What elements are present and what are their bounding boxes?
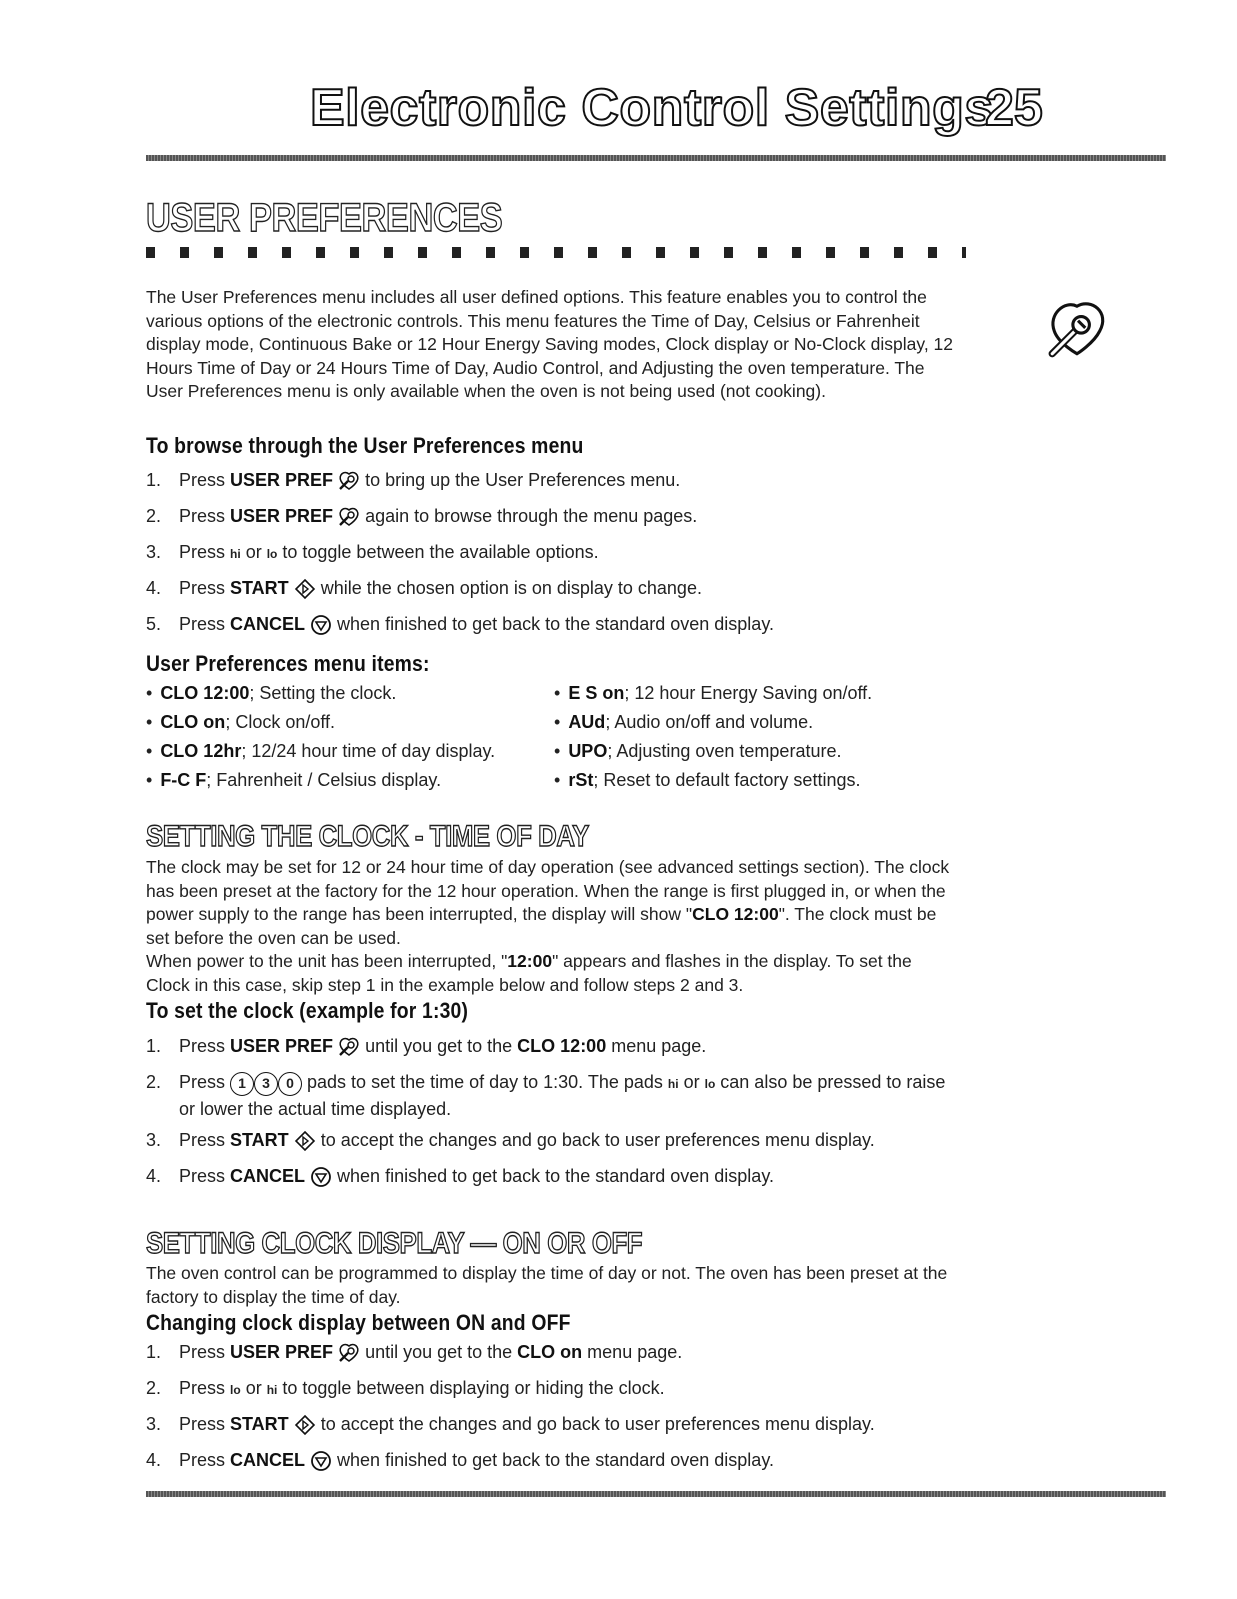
display-code: CLO 12:00: [692, 904, 779, 924]
step: [146, 1442, 966, 1478]
hi-key: hi: [266, 1383, 278, 1397]
user-pref-icon: [338, 1037, 360, 1057]
step-number: 1.: [146, 1036, 162, 1056]
step-text: can also be pressed to raise or lower the actual time displayed.: [179, 1072, 946, 1119]
step-number: 1.: [146, 470, 162, 490]
step-text: Press: [179, 578, 231, 598]
menu-item-text: ; Audio on/off and volume.: [605, 712, 814, 732]
step-text: or: [240, 1378, 267, 1398]
clock-display-steps: [146, 1334, 966, 1478]
menu-item: [554, 766, 872, 795]
step: [146, 1334, 966, 1370]
menu-item: [554, 679, 872, 708]
step-text: or: [678, 1072, 705, 1092]
step-number: 2.: [146, 506, 162, 526]
step-text: Press: [179, 614, 231, 634]
menu-item-key: rSt: [568, 770, 594, 790]
step-text: until you get to the: [360, 1342, 518, 1362]
step: [146, 1028, 966, 1064]
step-text: Press: [179, 470, 231, 490]
browse-heading: To browse through the User Preferences menu: [146, 433, 584, 458]
start-icon: [294, 1414, 316, 1436]
display-code: CLO 12:00: [517, 1036, 607, 1056]
hi-key: hi: [230, 547, 241, 561]
step-number: 4.: [146, 1166, 162, 1186]
step-text: Press: [179, 1414, 231, 1434]
menu-item-key: CLO 12:00: [160, 683, 250, 703]
menu-item-key: CLO on: [160, 712, 226, 732]
footer-rule: [146, 1491, 1166, 1497]
start-icon: [294, 1130, 316, 1152]
user-pref-icon: [338, 507, 360, 527]
menu-item-key: F-C F: [160, 770, 207, 790]
set-clock-steps: [146, 1028, 966, 1194]
set-clock-heading: To set the clock (example for 1:30): [146, 998, 469, 1023]
clock-display-heading: Changing clock display between ON and OFF: [146, 1310, 571, 1335]
menu-item-key: CLO 12hr: [160, 741, 242, 761]
cancel-icon: [310, 1166, 332, 1188]
step-text: Press: [179, 1072, 231, 1092]
step: [146, 498, 966, 534]
user-pref-icon: [338, 1343, 360, 1363]
step-text: Press: [179, 1450, 231, 1470]
step: [146, 1370, 966, 1406]
step: [146, 1122, 966, 1158]
step-number: 4.: [146, 578, 162, 598]
step-text: Press: [179, 1342, 231, 1362]
page-number: 25: [985, 79, 1043, 137]
browse-steps: [146, 462, 966, 642]
key-label: CANCEL: [230, 1450, 306, 1470]
user-pref-icon: [338, 471, 360, 491]
menu-item-text: ; 12 hour Energy Saving on/off.: [624, 683, 873, 703]
section-title-user-preferences: USER PREFERENCES: [146, 196, 503, 240]
key-label: START: [230, 1414, 289, 1434]
dotted-divider: [146, 247, 966, 258]
step: [146, 606, 966, 642]
pad-3-icon: 3: [254, 1072, 278, 1096]
menu-items-left: [146, 679, 495, 795]
menu-item-key: UPO: [568, 741, 608, 761]
menu-item: [146, 679, 495, 708]
display-code: CLO on: [517, 1342, 583, 1362]
step-text: menu page.: [606, 1036, 707, 1056]
lo-key: lo: [704, 1077, 716, 1091]
step-text: Press: [179, 1378, 231, 1398]
step-text: to accept the changes and go back to user preferences menu display.: [315, 1414, 875, 1434]
user-preferences-intro: The User Preferences menu includes all user defined options. This feature enables you to control the various options of the electronic controls. This menu features the Time of Day, Celsius or Fahrenheit display mode, Continuous Bake or 12 Hour Energy Saving modes, Clock display or No-Clock display, 12 Hours Time of Day or 24 Hours Time of Day, Audio Control, and Adjusting the oven temperature. The User Preferences menu is only available when the oven is not being used (not cooking).: [146, 287, 954, 401]
menu-items-heading: User Preferences menu items:: [146, 651, 430, 676]
menu-item-text: ; 12/24 hour time of day display.: [241, 741, 496, 761]
paragraph-text: The clock may be set for 12 or 24 hour time of day operation (see advanced settings section). The clock has been preset at the factory for the 12 hour operation. When the range is first plugged in, or when the power supply to the range has been interrupted, the display will show ": [146, 857, 950, 924]
step-text: when finished to get back to the standard oven display.: [332, 614, 774, 634]
step-text: menu page.: [582, 1342, 683, 1362]
cancel-icon: [310, 1450, 332, 1472]
step-text: Press: [179, 1166, 231, 1186]
menu-item-text: ; Reset to default factory settings.: [593, 770, 861, 790]
section-title-setting-clock: SETTING THE CLOCK - TIME OF DAY: [146, 820, 589, 853]
section-title-clock-display: SETTING CLOCK DISPLAY — ON OR OFF: [146, 1227, 643, 1260]
step-text: again to browse through the menu pages.: [360, 506, 698, 526]
step-text: to toggle between the available options.: [277, 542, 599, 562]
key-label: START: [230, 578, 289, 598]
key-label: START: [230, 1130, 289, 1150]
key-label: USER PREF: [230, 1036, 334, 1056]
key-label: USER PREF: [230, 506, 334, 526]
step-number: 5.: [146, 614, 162, 634]
menu-items-right: [554, 679, 872, 795]
paragraph-text: " appears and flashes in the display. To set the Clock in this case, skip step 1 in the example below and follow steps 2 and 3.: [146, 951, 912, 995]
menu-item: [146, 766, 495, 795]
step: [146, 1158, 966, 1194]
menu-item: [146, 708, 495, 737]
cancel-icon: [310, 614, 332, 636]
setting-clock-paragraph-2: [146, 950, 956, 997]
display-code: 12:00: [507, 951, 553, 971]
menu-item: [554, 737, 872, 766]
menu-item-text: ; Clock on/off.: [225, 712, 336, 732]
key-label: USER PREF: [230, 470, 334, 490]
menu-item-text: ; Setting the clock.: [249, 683, 397, 703]
setting-clock-paragraph-1: [146, 856, 956, 950]
step: [146, 534, 966, 570]
step-text: until you get to the: [360, 1036, 518, 1056]
menu-item-text: ; Fahrenheit / Celsius display.: [206, 770, 442, 790]
pad-0-icon: 0: [278, 1072, 302, 1096]
page-title: Electronic Control Settings: [310, 79, 994, 137]
pad-1-icon: 1: [230, 1072, 254, 1096]
key-label: CANCEL: [230, 1166, 306, 1186]
menu-item: [554, 708, 872, 737]
lo-key: lo: [230, 1383, 241, 1397]
step-text: to toggle between displaying or hiding the clock.: [277, 1378, 665, 1398]
step-text: Press: [179, 506, 231, 526]
step-text: Press: [179, 1036, 231, 1056]
step-text: to bring up the User Preferences menu.: [360, 470, 681, 490]
key-label: USER PREF: [230, 1342, 334, 1362]
step-text: or: [240, 542, 267, 562]
page-header: [0, 78, 1237, 148]
step: [146, 570, 966, 606]
step-number: 3.: [146, 542, 162, 562]
menu-item-key: AUd: [568, 712, 606, 732]
key-label: CANCEL: [230, 614, 306, 634]
menu-item: [146, 737, 495, 766]
step-text: Press: [179, 542, 231, 562]
step-text: Press: [179, 1130, 231, 1150]
step-text: when finished to get back to the standard oven display.: [332, 1450, 774, 1470]
step-number: 1.: [146, 1342, 162, 1362]
step-number: 2.: [146, 1378, 162, 1398]
step-number: 3.: [146, 1130, 162, 1150]
hi-key: hi: [667, 1077, 679, 1091]
paragraph-text: When power to the unit has been interrupted, ": [146, 951, 508, 971]
lo-key: lo: [266, 547, 278, 561]
step-text: while the chosen option is on display to change.: [315, 578, 702, 598]
step-number: 3.: [146, 1414, 162, 1434]
menu-item-text: ; Adjusting oven temperature.: [607, 741, 842, 761]
user-pref-wrench-icon: [1046, 300, 1108, 362]
menu-item-key: E S on: [568, 683, 625, 703]
start-icon: [294, 578, 316, 600]
step-number: 2.: [146, 1072, 162, 1092]
step: [146, 1406, 966, 1442]
step-text: when finished to get back to the standard oven display.: [332, 1166, 774, 1186]
step-text: to accept the changes and go back to user preferences menu display.: [315, 1130, 875, 1150]
header-rule: [146, 155, 1166, 161]
paragraph-text: ". The clock must be set before the oven can be used.: [146, 904, 937, 948]
step: [146, 1064, 966, 1122]
step-text: pads to set the time of day to 1:30. The pads: [302, 1072, 668, 1092]
step-number: 4.: [146, 1450, 162, 1470]
step: [146, 462, 966, 498]
clock-display-intro: The oven control can be programmed to display the time of day or not. The oven has been preset at the factory to display the time of day.: [146, 1263, 948, 1307]
